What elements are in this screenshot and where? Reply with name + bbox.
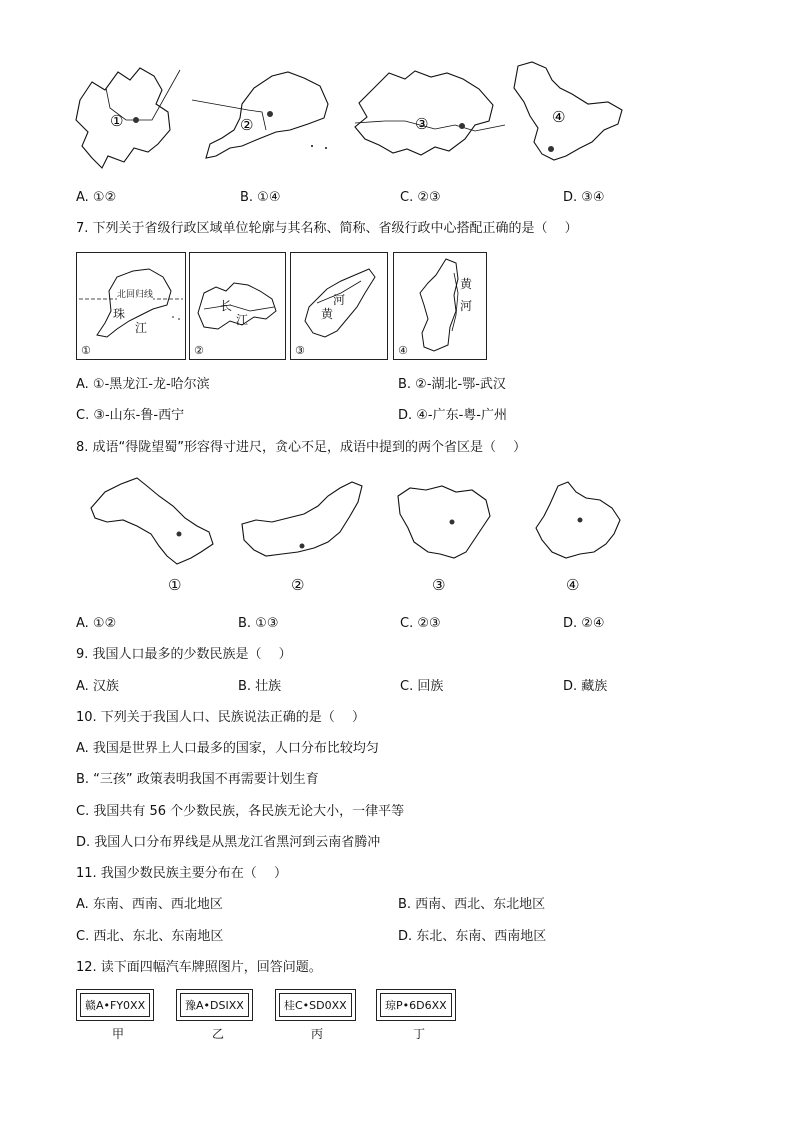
q6-map-2-label: ② [240, 116, 254, 134]
q8-option-a[interactable]: A. ①② [76, 616, 117, 631]
q7-map-2-num: ② [194, 344, 204, 357]
q7-stem: 7. 下列关于省级行政区域单位轮廓与其名称、简称、省级行政中心搭配正确的是（ ） [76, 221, 578, 236]
q6-option-a[interactable]: A. ①② [76, 190, 117, 205]
q11-option-b[interactable]: B. 西南、西北、东北地区 [398, 897, 546, 912]
q6-map-4-label: ④ [552, 108, 566, 126]
q8-map-2 [236, 476, 368, 571]
q10-option-c[interactable]: C. 我国共有 56 个少数民族，各民族无论大小，一律平等 [76, 804, 405, 819]
q6-option-c[interactable]: C. ②③ [400, 190, 441, 205]
license-plate-yi-caption: 乙 [212, 1027, 225, 1041]
q7-option-c[interactable]: C. ③-山东-鲁-西宁 [76, 408, 185, 423]
q8-map-1-label: ① [168, 576, 182, 594]
q10-stem: 10. 下列关于我国人口、民族说法正确的是（ ） [76, 710, 365, 725]
q6-map-1 [70, 60, 190, 180]
q9-option-a[interactable]: A. 汉族 [76, 679, 119, 694]
q7-map-4 [393, 252, 487, 360]
q10-option-b[interactable]: B. “三孩” 政策表明我国不再需要计划生育 [76, 772, 319, 787]
q6-option-b[interactable]: B. ①④ [240, 190, 281, 205]
license-plate-jia-text: 赣A•FY0XX [80, 993, 150, 1017]
q10-option-d[interactable]: D. 我国人口分布界线是从黑龙江省黑河到云南省腾冲 [76, 835, 381, 850]
q8-map-4 [530, 478, 625, 568]
q9-option-b[interactable]: B. 壮族 [238, 679, 282, 694]
q7-map-1-river-char-2: 江 [135, 321, 148, 335]
q12-stem: 12. 读下面四幅汽车牌照图片，回答问题。 [76, 960, 322, 975]
q10-option-a[interactable]: A. 我国是世界上人口最多的国家，人口分布比较均匀 [76, 741, 379, 756]
q8-map-3 [390, 482, 495, 567]
q6-map-3-label: ③ [415, 115, 429, 133]
q7-map-2-char-1: 长 [220, 299, 233, 313]
q7-map-2 [189, 252, 286, 360]
q11-option-c[interactable]: C. 西北、东北、东南地区 [76, 929, 224, 944]
q6-option-d[interactable]: D. ③④ [563, 190, 605, 205]
q7-option-d[interactable]: D. ④-广东-粤-广州 [398, 408, 508, 423]
q6-map-1-label: ① [110, 112, 124, 130]
q7-map-4-num: ④ [398, 344, 408, 357]
q6-map-4 [500, 58, 630, 173]
license-plate-bing-text: 桂C•SD0XX [279, 993, 352, 1017]
q8-map-4-label: ④ [566, 576, 580, 594]
q8-stem: 8. 成语“得陇望蜀”形容得寸进尺，贪心不足，成语中提到的两个省区是（ ） [76, 440, 527, 455]
q7-option-b[interactable]: B. ②-湖北-鄂-武汉 [398, 377, 506, 392]
license-plate-jia-caption: 甲 [112, 1027, 125, 1041]
license-plate-jia [76, 989, 154, 1021]
q8-option-d[interactable]: D. ②④ [563, 616, 605, 631]
q8-map-2-label: ② [291, 576, 305, 594]
q8-map-1 [85, 472, 220, 572]
license-plate-yi [176, 989, 253, 1021]
q7-map-2-char-2: 江 [236, 313, 249, 327]
q7-map-1 [76, 252, 186, 360]
q7-map-4-char-1: 黄 [460, 277, 473, 291]
license-plate-ding [376, 989, 456, 1021]
q8-option-c[interactable]: C. ②③ [400, 616, 441, 631]
q11-option-d[interactable]: D. 东北、东南、西南地区 [398, 929, 547, 944]
q7-map-3-num: ③ [295, 344, 305, 357]
q11-option-a[interactable]: A. 东南、西南、西北地区 [76, 897, 223, 912]
q11-stem: 11. 我国少数民族主要分布在（ ） [76, 866, 287, 881]
q9-option-d[interactable]: D. 藏族 [563, 679, 608, 694]
license-plate-yi-text: 豫A•DSIXX [180, 993, 249, 1017]
q7-map-3-char-2: 黄 [321, 307, 334, 321]
q9-option-c[interactable]: C. 回族 [400, 679, 444, 694]
q7-map-1-num: ① [81, 344, 91, 357]
q6-map-3 [345, 65, 510, 165]
license-plate-ding-text: 琼P•6D6XX [380, 993, 452, 1017]
q7-map-3-char-1: 河 [333, 293, 346, 307]
q8-map-3-label: ③ [432, 576, 446, 594]
q7-map-1-tropic-label: 北回归线 [117, 287, 153, 300]
license-plate-bing-caption: 丙 [311, 1027, 324, 1041]
q7-option-a[interactable]: A. ①-黑龙江-龙-哈尔滨 [76, 377, 210, 392]
license-plate-ding-caption: 丁 [413, 1027, 426, 1041]
q7-map-3 [290, 252, 388, 360]
q7-map-1-river-char-1: 珠 [113, 307, 126, 321]
q8-option-b[interactable]: B. ①③ [238, 616, 279, 631]
license-plate-bing [275, 989, 356, 1021]
q9-stem: 9. 我国人口最多的少数民族是（ ） [76, 647, 292, 662]
q7-map-4-char-2: 河 [460, 299, 473, 313]
q6-map-2 [192, 68, 337, 168]
